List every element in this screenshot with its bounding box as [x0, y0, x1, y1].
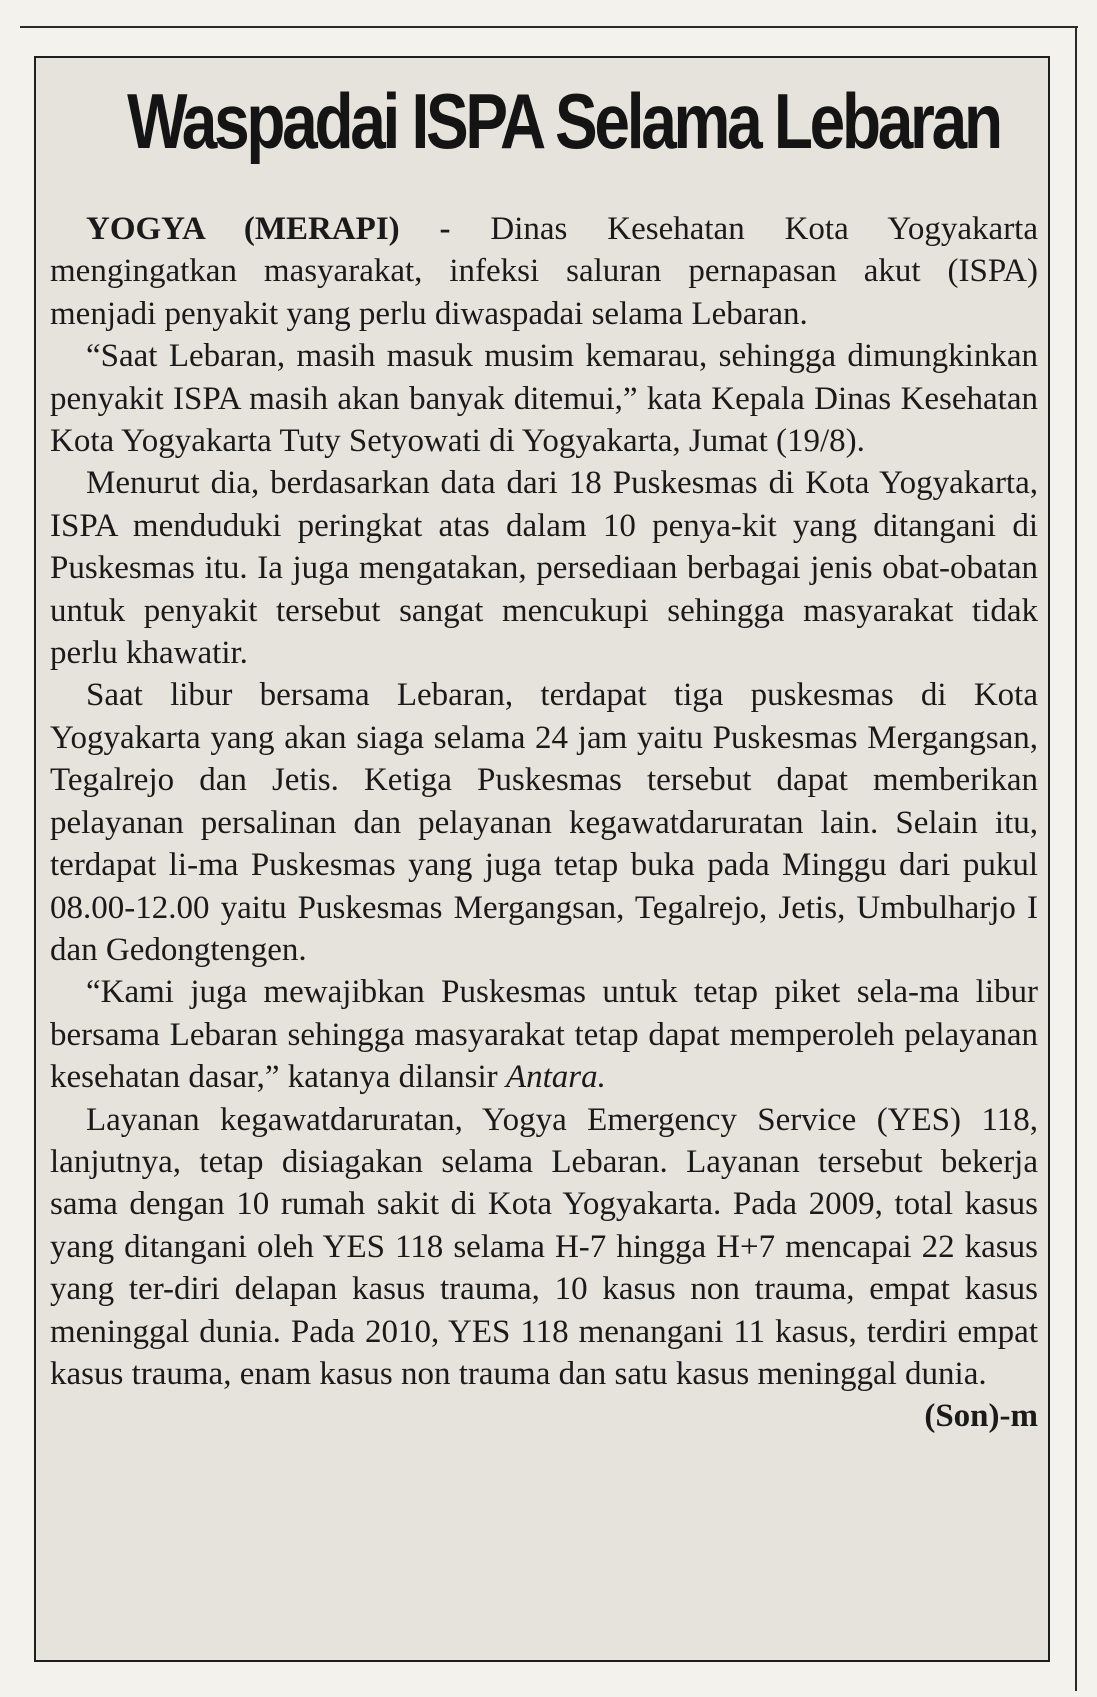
paragraph-1-text: Dinas Kesehatan Kota Yogyakarta mengingatkan masyarakat, infeksi saluran pernapasan akut (ISPA) menjadi penyakit yang perlu diwaspadai selama Lebaran.	[50, 211, 1038, 332]
article-dateline: YOGYA (MERAPI) -	[86, 211, 451, 247]
paragraph-6	[50, 1099, 1038, 1438]
news-clipping	[34, 56, 1050, 1662]
page-border-top	[20, 26, 1078, 28]
news-source: Antara.	[505, 1059, 606, 1096]
paragraph-6-text: Layanan kegawatdaruratan, Yogya Emergency Service (YES) 118, lanjutnya, tetap disiagakan selama Lebaran. Layanan tersebut bekerja sama dengan 10 rumah sakit di Kota Yogyakarta. Pada 2009, total kasus yang ditangani oleh YES 118 selama H-7 hingga H+7 mencapai 22 kasus yang ter-diri delapan kasus trauma, 10 kasus non trauma, empat kasus meninggal dunia. Pada 2010, YES 118 menangani 11 kasus, terdiri empat kasus trauma, enam kasus non trauma dan satu kasus meninggal dunia.	[50, 1101, 1038, 1392]
article-headline: Waspadai ISPA Selama Lebaran	[127, 77, 1000, 165]
paragraph-5-text: “Kami juga mewajibkan Puskesmas untuk tetap piket sela-ma libur bersama Lebaran sehingga masyarakat tetap dapat memperoleh pelayanan kesehatan dasar,” katanya dilansir	[50, 974, 1038, 1096]
paragraph-1	[50, 208, 1038, 335]
paragraph-4: Saat libur bersama Lebaran, terdapat tiga puskesmas di Kota Yogyakarta yang akan siaga selama 24 jam yaitu Puskesmas Mergangsan, Tegalrejo dan Jetis. Ketiga Puskesmas tersebut dapat memberikan pelayanan persalinan dan pelayanan kegawatdaruratan lain. Selain itu, terdapat li-ma Puskesmas yang juga tetap buka pada Minggu dari pukul 08.00-12.00 yaitu Puskesmas Mergangsan, Tegalrejo, Jetis, Umbulharjo I dan Gedongtengen.	[50, 677, 1038, 968]
page-border-right	[1075, 26, 1077, 1691]
author-signature: (Son)-m	[924, 1398, 1038, 1435]
paragraph-5	[50, 971, 1038, 1098]
article-body	[50, 208, 1038, 1438]
paragraph-2: “Saat Lebaran, masih masuk musim kemarau, sehingga dimungkinkan penyakit ISPA masih akan banyak ditemui,” kata Kepala Dinas Kesehatan Kota Yogyakarta Tuty Setyowati di Yogyakarta, Jumat (19/8).	[50, 338, 1038, 460]
paragraph-3: Menurut dia, berdasarkan data dari 18 Puskesmas di Kota Yogyakarta, ISPA menduduki peringkat atas dalam 10 penya-kit yang ditangani di Puskesmas itu. Ia juga mengatakan, persediaan berbagai jenis obat-obatan untuk penyakit tersebut sangat mencukupi sehingga masyarakat tidak perlu khawatir.	[50, 465, 1038, 672]
